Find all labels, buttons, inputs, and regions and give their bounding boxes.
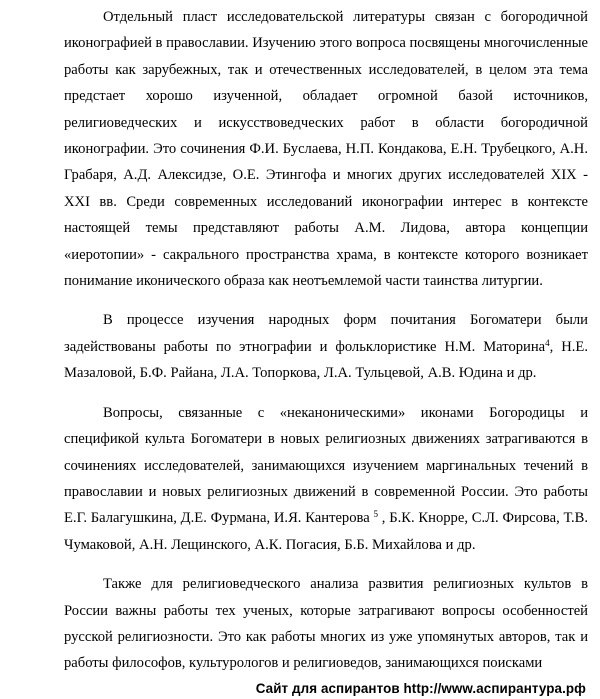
paragraph-russian-religiosity: Также для религиоведческого анализа развития религиозных культов в России важны работы тех ученых, которые затрагивают вопросы особенностей русской религиозности. Это как работы многих из уже упомянутых авторов, так и работы философов, культурологов и религиоведов, занимающихся поисками: [64, 576, 588, 672]
paragraph-text: , Б.К. Кнорре, С.Л. Фирсова, Т.В. Чумаковой, А.Н. Лещинского, А.К. Погасия, Б.Б. Михайлова и др.: [64, 510, 588, 553]
paragraph-text: , Н.Е. Мазаловой, Б.Ф. Райана, Л.А. Топоркова, Л.А. Тульцевой, А.В. Юдина и др.: [64, 338, 588, 382]
site-watermark: Сайт для аспирантов http://www.аспирантура.рф: [255, 681, 586, 696]
paragraph-iconography: Отдельный пласт исследовательской литературы связан с богородичной иконографией в православии. Изучению этого вопроса посвящены многочисленные работы как зарубежных, так и отечественных исследователей, в целом эта тема предстает хорошо изученной, обладает огромной базой источников, религиоведческих и искусствоведческих работ в области богородичной иконографии. Это сочинения Ф.И. Буслаева, Н.П. Кондакова, Е.Н. Трубецкого, А.Н. Грабаря, А.Д. Алексидзе, О.Е. Этингофа и многих других исследователей XIX - XXI вв. Среди современных исследований иконографии интерес в контексте настоящей темы представляют работы А.М. Лидова, автора концепции «иеротопии» - сакрального пространства храма, в контексте которого возникает понимание иконического образа как неотъемлемой части таинства литургии.: [64, 9, 588, 290]
document-body: [64, 4, 588, 677]
footnote-ref-5[interactable]: 5: [373, 509, 378, 520]
paragraph-folk-veneration: [64, 307, 588, 386]
paragraph-new-religious-movements: [64, 400, 588, 558]
paragraph-text: Вопросы, связанные с «неканоническими» иконами Богородицы и спецификой культа Богоматери в новых религиозных движениях затрагиваются в сочинениях исследователей, занимающихся изучением маргинальных течений в православии и новых религиозных движений в современной России. Это работы Е.Г. Балагушкина, Д.Е. Фурмана, И.Я. Кантерова: [64, 404, 588, 527]
footnote-ref-4[interactable]: 4: [545, 337, 550, 348]
paragraph-text: В процессе изучения народных форм почитания Богоматери были задействованы работы по этнографии и фольклористике Н.М. Маторина: [64, 312, 588, 355]
